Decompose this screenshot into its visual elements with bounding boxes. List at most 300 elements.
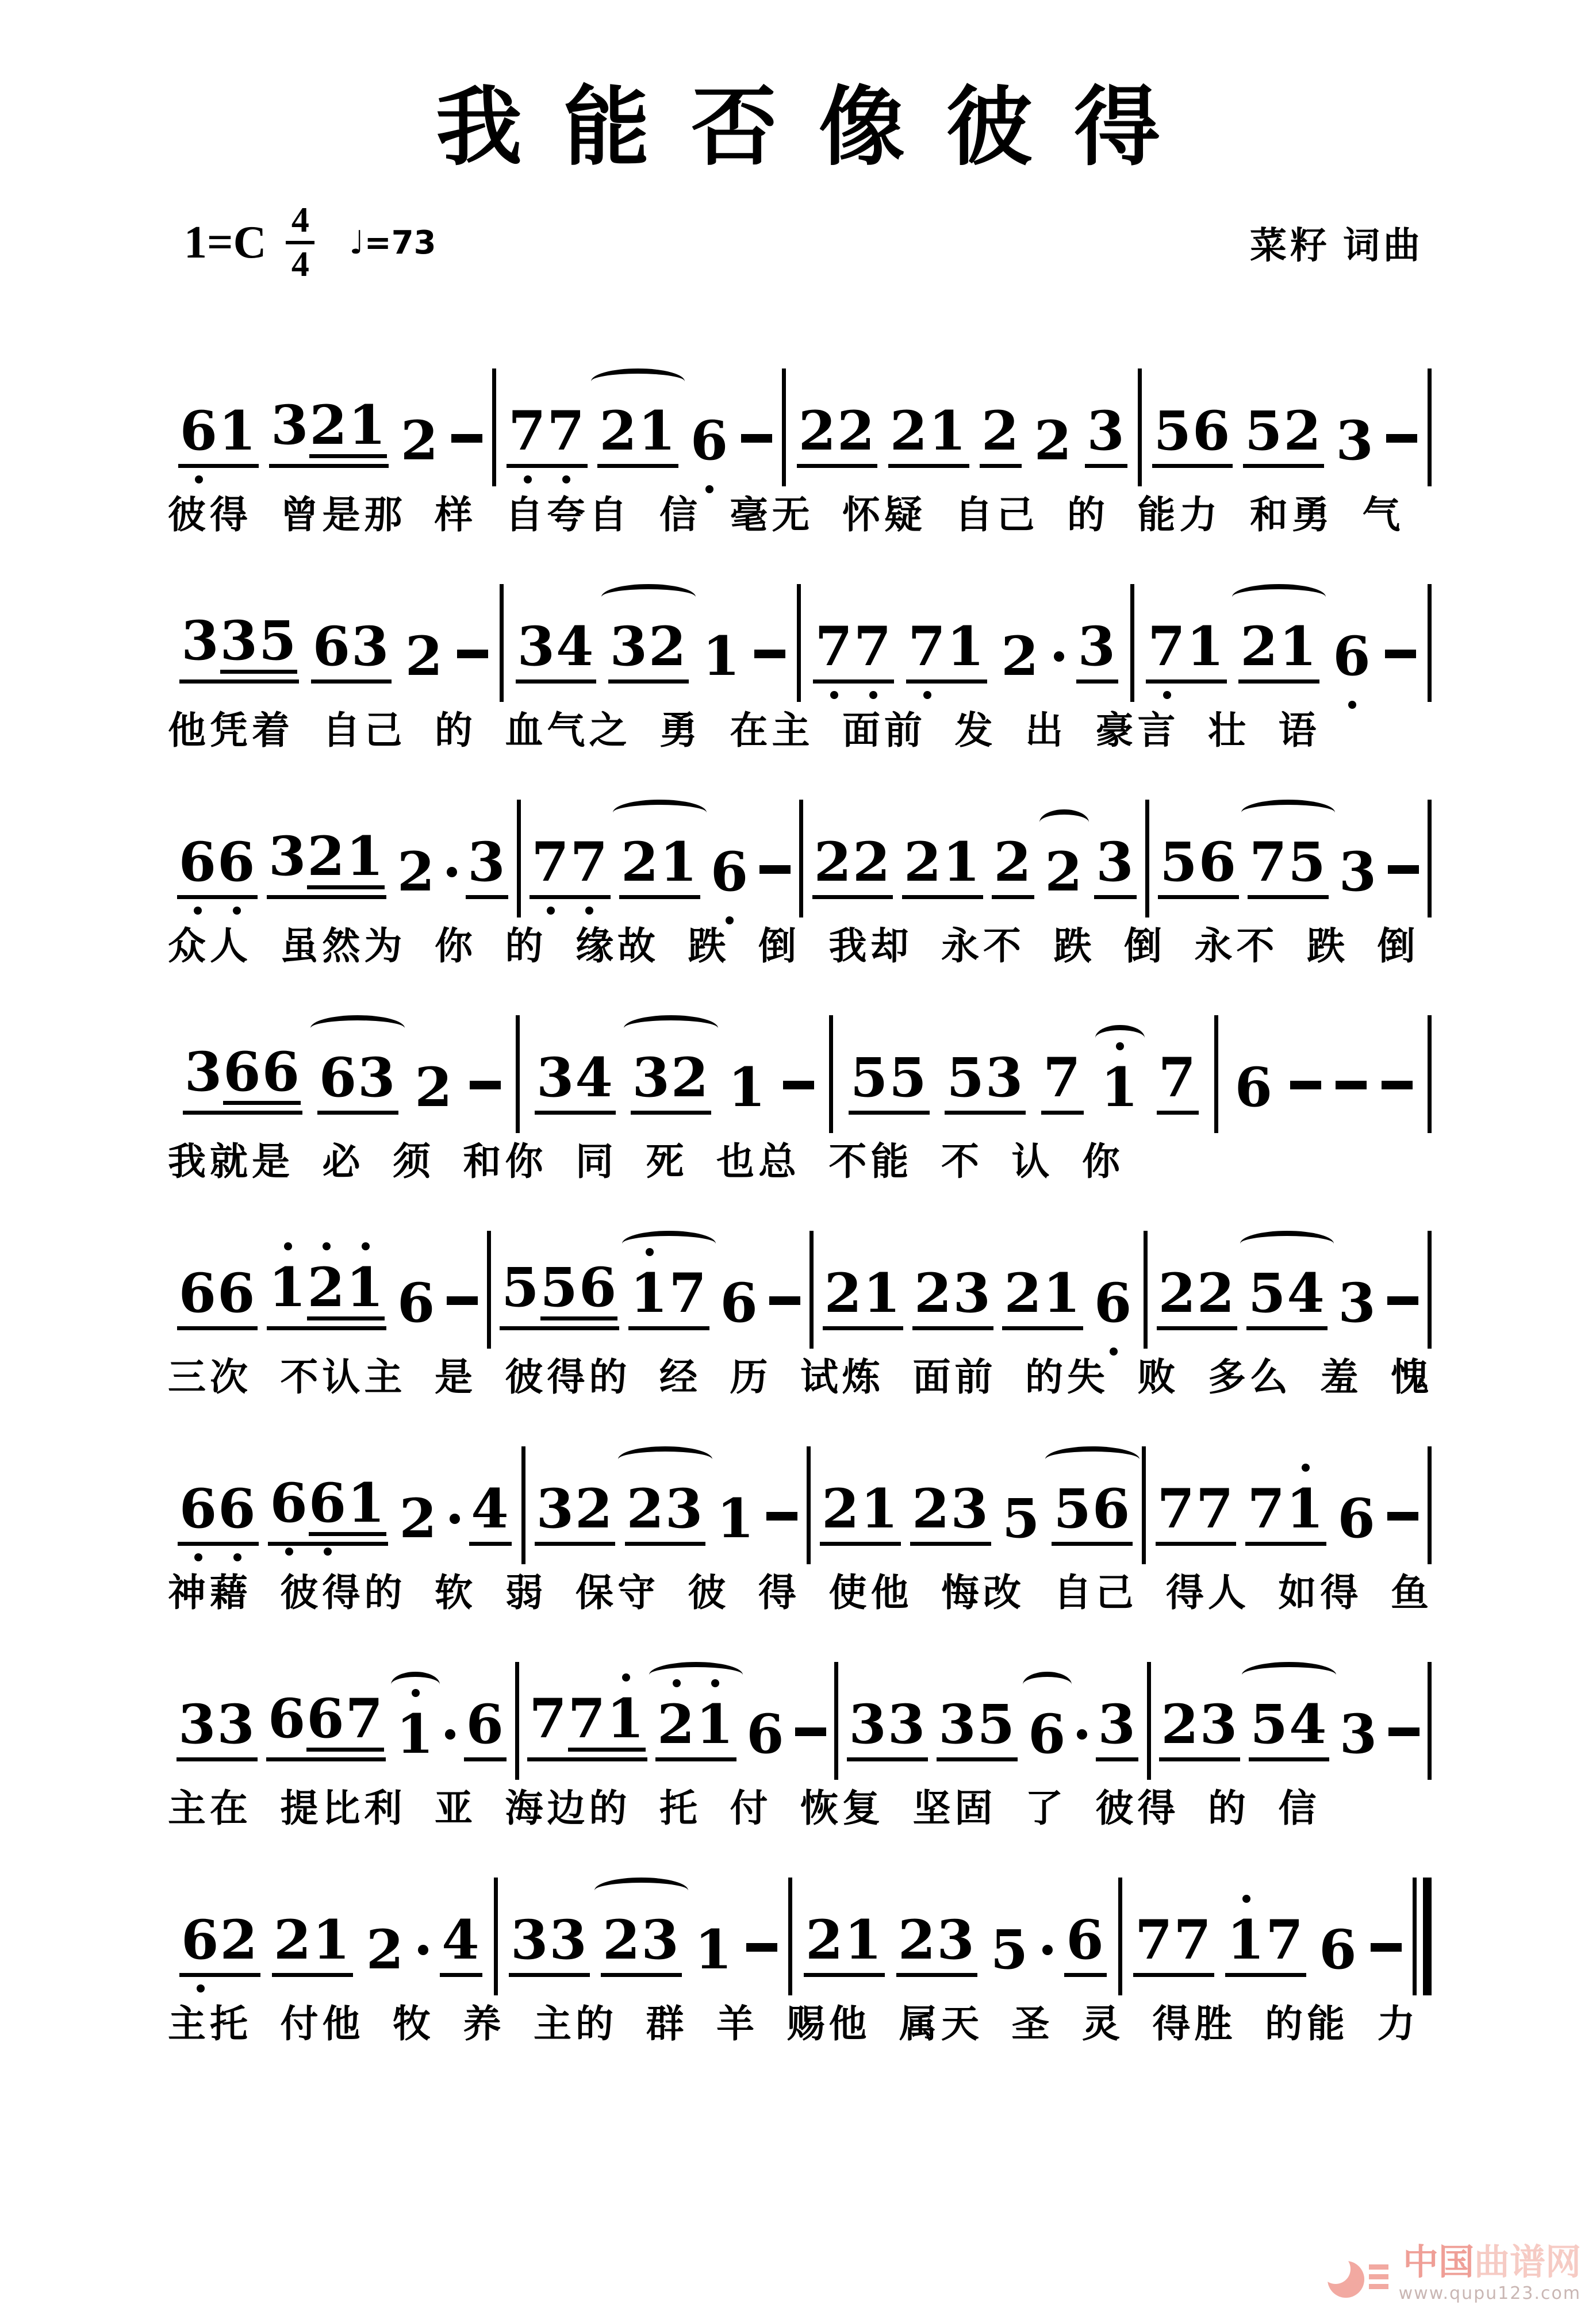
note-group — [1052, 1477, 1133, 1546]
note-digit: 4 — [442, 1909, 481, 1972]
octave-dot-low — [233, 907, 241, 915]
composer-credit: 菜籽 词曲 — [1250, 225, 1424, 267]
note-digit: 6 — [179, 835, 217, 889]
bar — [809, 1231, 814, 1349]
slur-arc — [618, 1446, 712, 1472]
notes-row — [168, 1856, 1432, 1982]
note-digit: 6 — [267, 1687, 307, 1751]
octave-dot-low — [1110, 1347, 1118, 1356]
note-digit: 3 — [1338, 1272, 1377, 1335]
barline — [799, 800, 803, 917]
note-group — [608, 615, 689, 684]
dash-rest — [1388, 1727, 1419, 1736]
dash-rest — [1382, 1081, 1413, 1089]
watermark-site-part2: 曲谱网 — [1474, 2243, 1581, 2282]
note-digit: 2 — [903, 831, 943, 894]
note-digit: 6 — [578, 1256, 618, 1320]
measure — [168, 1041, 516, 1120]
dash-rest — [1388, 865, 1419, 874]
dash-rest — [783, 1081, 814, 1089]
bar — [492, 368, 496, 486]
note-digit: 5 — [850, 1046, 889, 1110]
note-group — [179, 609, 299, 684]
note-digit: 4 — [555, 615, 595, 679]
slur-arc — [1240, 1231, 1334, 1257]
note-group — [177, 1693, 258, 1761]
slur-arc — [1232, 584, 1326, 610]
octave-dot-high — [284, 1242, 292, 1250]
note-digit: 5 — [1288, 831, 1327, 894]
note-digit: 3 — [1336, 409, 1375, 473]
note-digit: 2 — [415, 1056, 454, 1120]
note-digit: 3 — [358, 1046, 397, 1110]
note-digit: 2 — [1196, 1262, 1236, 1326]
slur-arc — [1023, 1672, 1072, 1698]
note-digit: 5 — [1053, 1477, 1092, 1541]
bar — [1118, 1878, 1122, 1995]
note-digit: 5 — [990, 1918, 1030, 1982]
note-digit: 2 — [852, 831, 892, 894]
note-group — [631, 1046, 712, 1115]
octave-dot-high — [362, 1242, 370, 1250]
score — [168, 347, 1432, 2048]
note-group — [1317, 1918, 1359, 1982]
note-digit: 5 — [977, 1693, 1016, 1757]
bar — [1413, 1878, 1417, 1995]
note-group — [530, 831, 611, 899]
note-digit: 3 — [1339, 1703, 1379, 1767]
note-digit: 2 — [399, 1487, 438, 1551]
note-group — [1157, 1262, 1238, 1330]
note-group — [1246, 1262, 1328, 1330]
note-group — [183, 1041, 302, 1115]
note-digit: 2 — [981, 400, 1020, 463]
note-group — [937, 1693, 1018, 1761]
note-digit: 3 — [1077, 615, 1117, 679]
duration-dot — [445, 1729, 455, 1740]
measure — [833, 1046, 1214, 1120]
note-digit: 7 — [1043, 1046, 1082, 1110]
bar — [1428, 1662, 1432, 1780]
octave-dot-low — [324, 1548, 332, 1556]
note-digit: 3 — [536, 1477, 575, 1541]
note-group — [1002, 1262, 1083, 1330]
octave-dot-low — [869, 691, 877, 699]
score-line — [168, 994, 1432, 1185]
note-digit: 6 — [720, 1272, 759, 1335]
note-digit: 6 — [217, 835, 256, 889]
note-digit: 7 — [1157, 1477, 1196, 1541]
note-digit: 3 — [181, 609, 220, 673]
measure — [168, 1687, 515, 1767]
note-group — [906, 615, 987, 684]
note-group — [820, 1477, 901, 1546]
measure — [168, 825, 517, 904]
note-digit: 3 — [351, 615, 390, 679]
note-digit: 1 — [218, 400, 258, 463]
note-digit: 2 — [599, 400, 638, 463]
note-digit: 6 — [223, 1041, 262, 1104]
dash-rest — [1387, 1296, 1418, 1305]
measure — [498, 1909, 788, 1982]
measure — [786, 400, 1138, 473]
note-digit: 1 — [312, 1909, 351, 1972]
measure — [1134, 615, 1428, 689]
dash-rest — [795, 1727, 826, 1736]
measure — [504, 615, 797, 689]
note-group — [745, 1703, 787, 1767]
note-digit: 2 — [822, 1477, 861, 1541]
time-fraction-bar — [286, 241, 314, 244]
barline — [1144, 1231, 1148, 1349]
note-digit: 1 — [347, 1472, 386, 1535]
note-digit: 2 — [405, 625, 444, 689]
duration-dot — [418, 1945, 428, 1955]
dash-rest — [766, 1512, 797, 1521]
note-digit: 1 — [1286, 1482, 1325, 1536]
note-digit: 3 — [1096, 831, 1135, 894]
note-group — [1337, 840, 1379, 904]
note-group — [804, 1909, 885, 1977]
barline — [1145, 800, 1149, 917]
slur-arc — [649, 1662, 743, 1688]
note-digit: 7 — [1249, 831, 1288, 894]
measure — [1218, 1056, 1428, 1120]
note-group — [178, 1477, 259, 1546]
notes-row — [168, 1425, 1432, 1551]
measure — [168, 609, 500, 689]
note-digit: 5 — [1002, 1487, 1041, 1551]
octave-dot-low — [197, 1984, 205, 1992]
note-digit: 2 — [1283, 400, 1322, 463]
bar — [494, 1878, 498, 1995]
barline — [1118, 1878, 1122, 1995]
note-digit: 6 — [466, 1693, 505, 1757]
duration-dot — [1042, 1945, 1053, 1955]
note-digit: 1 — [702, 625, 741, 689]
octave-dot-low — [923, 691, 931, 699]
octave-dot-high — [622, 1673, 630, 1681]
note-group — [394, 1703, 436, 1767]
note-digit: 1 — [607, 1692, 645, 1746]
note-digit: 2 — [824, 1262, 864, 1326]
measure — [1146, 1477, 1428, 1551]
slur-arc — [591, 368, 685, 394]
note-digit: 6 — [319, 1046, 358, 1110]
note-group — [992, 831, 1034, 899]
bar-thick — [1423, 1878, 1432, 1995]
score-line — [168, 1641, 1432, 1832]
barline — [782, 368, 786, 486]
note-digit: 1 — [695, 1918, 734, 1982]
dash-rest — [754, 650, 785, 658]
note-digit: 6 — [309, 1476, 347, 1530]
note-group — [267, 825, 386, 899]
score-line — [168, 1856, 1432, 2048]
note-digit: 6 — [312, 615, 351, 679]
barline — [1428, 800, 1432, 917]
lyrics-line: 我就是 必 须 和你 同 死 也总 不能 不 认 你 — [168, 1141, 1124, 1184]
measure — [1142, 400, 1428, 473]
note-group — [535, 1046, 616, 1115]
note-digit: 1 — [1100, 1061, 1139, 1115]
measure — [814, 1262, 1144, 1335]
note-digit: 3 — [953, 1262, 992, 1326]
octave-dot-low — [285, 1548, 293, 1556]
octave-dot-low — [726, 916, 734, 924]
note-group — [709, 840, 751, 904]
measure — [525, 1477, 807, 1551]
sheet-music-page — [0, 57, 1596, 2315]
note-digit: 7 — [908, 620, 946, 674]
measure — [801, 615, 1130, 689]
beam-sub-group — [223, 1041, 301, 1105]
note-group — [628, 1262, 709, 1330]
duration-dot — [1054, 651, 1064, 662]
bar — [1428, 1446, 1432, 1564]
dash-rest — [741, 434, 772, 443]
octave-dot-low — [194, 907, 202, 915]
measure — [496, 400, 782, 473]
barline — [500, 584, 504, 702]
barline — [1428, 368, 1432, 486]
note-digit: 1 — [716, 1487, 755, 1551]
note-digit: 1 — [659, 831, 699, 894]
slur-arc — [1241, 800, 1335, 826]
bar — [834, 1662, 838, 1780]
bar — [515, 1662, 519, 1780]
bar — [1428, 1015, 1432, 1133]
bar — [487, 1231, 491, 1349]
logo-circle — [1328, 2261, 1364, 2298]
note-digit: 6 — [218, 1482, 256, 1536]
measure — [811, 1477, 1142, 1551]
note-digit: 2 — [1045, 840, 1084, 904]
lyrics-line: 主托 付他 牧 养 主的 群 羊 赐他 属天 圣 灵 得胜 的能 力 — [168, 2003, 1419, 2046]
note-digit: 3 — [549, 1909, 588, 1972]
note-digit: 3 — [510, 1909, 550, 1972]
note-digit: 2 — [397, 840, 436, 904]
beam-sub-group — [307, 1256, 385, 1320]
bar — [782, 368, 786, 486]
note-group — [1000, 1487, 1042, 1551]
octave-dot-low — [547, 907, 555, 915]
bar — [829, 1015, 833, 1133]
slur-arc — [624, 1015, 718, 1041]
note-digit: 6 — [262, 1041, 301, 1104]
time-signature — [286, 202, 314, 283]
dash-rest — [1290, 1081, 1321, 1089]
note-digit: 3 — [849, 1693, 888, 1757]
note-digit: 1 — [638, 400, 677, 463]
note-group — [999, 625, 1041, 689]
beam-sub-group — [307, 825, 385, 889]
note-digit: 7 — [531, 835, 570, 889]
note-digit: 3 — [1098, 1693, 1137, 1757]
note-group — [527, 1687, 647, 1761]
notes-row — [168, 994, 1432, 1120]
slur-arc — [594, 1878, 688, 1903]
note-digit: 7 — [1195, 1477, 1235, 1541]
note-digit: 1 — [844, 1909, 883, 1972]
note-digit: 3 — [950, 1477, 989, 1541]
note-digit: 2 — [603, 1909, 642, 1972]
note-digit: 2 — [798, 400, 838, 463]
measure — [168, 1909, 494, 1982]
note-group — [1159, 1693, 1240, 1761]
score-line — [168, 347, 1432, 539]
note-group — [980, 400, 1022, 468]
notes-row — [168, 563, 1432, 689]
note-group — [1336, 1487, 1378, 1551]
beam-sub-group — [309, 394, 388, 458]
note-group — [1249, 1693, 1330, 1761]
bar — [797, 584, 801, 702]
slur-arc — [613, 800, 707, 826]
dash-rest — [470, 1081, 501, 1089]
note-group — [177, 831, 258, 899]
note-digit: 6 — [1198, 831, 1237, 894]
note-digit: 7 — [815, 620, 853, 674]
dash-rest — [759, 865, 791, 874]
dash-rest — [1385, 650, 1416, 658]
note-digit: 3 — [1338, 840, 1378, 904]
measure — [520, 1046, 829, 1120]
notes-row — [168, 1210, 1432, 1335]
barline — [807, 1446, 811, 1564]
octave-dot-high — [323, 1242, 331, 1250]
note-digit: 1 — [630, 1266, 669, 1320]
note-digit: 5 — [1245, 400, 1284, 463]
note-digit: 2 — [814, 831, 853, 894]
note-digit: 1 — [942, 831, 981, 894]
note-digit: 2 — [1004, 1262, 1043, 1326]
key-signature — [184, 202, 436, 283]
slur-arc — [601, 584, 695, 610]
measure — [838, 1693, 1147, 1767]
note-digit: 1 — [1042, 1262, 1082, 1326]
note-group — [601, 1909, 682, 1977]
note-digit: 2 — [1240, 615, 1279, 679]
note-group — [1158, 831, 1239, 899]
note-digit: 7 — [570, 835, 609, 889]
slur-arc — [1095, 1025, 1144, 1051]
barline — [788, 1878, 792, 1995]
tempo-marking: ♩=73 — [349, 224, 436, 262]
note-group — [1076, 615, 1118, 684]
qupu-logo-icon — [1328, 2256, 1391, 2302]
note-digit: 4 — [471, 1477, 510, 1541]
measure — [521, 831, 799, 904]
note-digit: 3 — [1199, 1693, 1239, 1757]
note-digit: 3 — [985, 1046, 1025, 1110]
slur-arc — [1045, 1446, 1139, 1472]
note-group — [509, 1909, 590, 1977]
note-group — [701, 625, 743, 689]
octave-dot-low — [1163, 691, 1171, 699]
note-group — [1094, 831, 1136, 899]
note-group — [396, 840, 438, 904]
note-digit: 2 — [914, 1262, 953, 1326]
note-digit: 3 — [517, 615, 556, 679]
note-group — [1243, 400, 1324, 468]
dash-rest — [1336, 1081, 1367, 1089]
note-digit: 3 — [938, 1693, 977, 1757]
note-digit: 3 — [632, 1046, 671, 1110]
note-digit: 1 — [863, 1262, 902, 1326]
octave-dot-high — [1242, 1895, 1250, 1903]
note-group — [1043, 840, 1085, 904]
beam-sub-group — [306, 1687, 385, 1752]
note-group — [1238, 615, 1319, 684]
note-digit: 2 — [1158, 1262, 1197, 1326]
note-digit: 2 — [307, 825, 346, 889]
note-digit: 1 — [396, 1707, 435, 1761]
score-line — [168, 1425, 1432, 1617]
note-group — [268, 1472, 388, 1546]
duration-dot — [1077, 1729, 1087, 1740]
duration-dot — [447, 867, 457, 877]
barline — [1142, 1446, 1146, 1564]
note-digit: 2 — [626, 1477, 665, 1541]
note-group — [311, 615, 392, 684]
measure — [803, 831, 1145, 904]
note-digit: 4 — [1287, 1262, 1326, 1326]
bar — [807, 1446, 811, 1564]
note-group — [535, 1477, 616, 1546]
note-group — [1248, 831, 1329, 899]
note-digit: 6 — [1337, 1487, 1376, 1551]
note-digit: 3 — [270, 394, 310, 458]
lyrics-line: 彼得 曾是那 样 自夸自 信 毫无 怀疑 自己 的 能力 和勇 气 — [168, 494, 1405, 537]
note-group — [500, 1256, 619, 1330]
note-digit: 7 — [529, 1687, 568, 1751]
note-digit: 7 — [547, 404, 585, 458]
note-group — [910, 1477, 991, 1546]
octave-dot-low — [233, 1553, 241, 1561]
note-group — [726, 1056, 768, 1120]
note-digit: 2 — [366, 1918, 405, 1982]
note-group — [396, 1272, 438, 1335]
note-digit: 6 — [397, 1272, 436, 1335]
note-digit: 3 — [178, 1693, 217, 1757]
octave-dot-low — [585, 907, 593, 915]
note-group — [1096, 1693, 1138, 1761]
note-digit: 3 — [184, 1041, 224, 1104]
octave-dot-low — [830, 691, 838, 699]
note-digit: 5 — [259, 609, 298, 673]
note-digit: 2 — [993, 831, 1033, 894]
final-barline — [1413, 1878, 1432, 1995]
score-line — [168, 778, 1432, 970]
note-digit: 1 — [860, 1477, 899, 1541]
measure — [1151, 1693, 1428, 1767]
note-group — [464, 1693, 506, 1761]
dash-rest — [1371, 1943, 1402, 1952]
note-digit: 7 — [1148, 620, 1186, 674]
measure — [1149, 831, 1428, 904]
note-digit: 3 — [220, 609, 259, 673]
song-title: 我能否像彼得 — [435, 80, 1202, 176]
note-digit: 3 — [665, 1477, 704, 1541]
barline — [1428, 1446, 1432, 1564]
slur-arc — [391, 1672, 440, 1698]
note-group — [989, 1918, 1031, 1982]
note-digit: 1 — [696, 1698, 734, 1752]
note-digit: 2 — [400, 409, 440, 473]
note-digit: 1 — [1227, 1913, 1265, 1967]
dash-rest — [451, 434, 482, 443]
